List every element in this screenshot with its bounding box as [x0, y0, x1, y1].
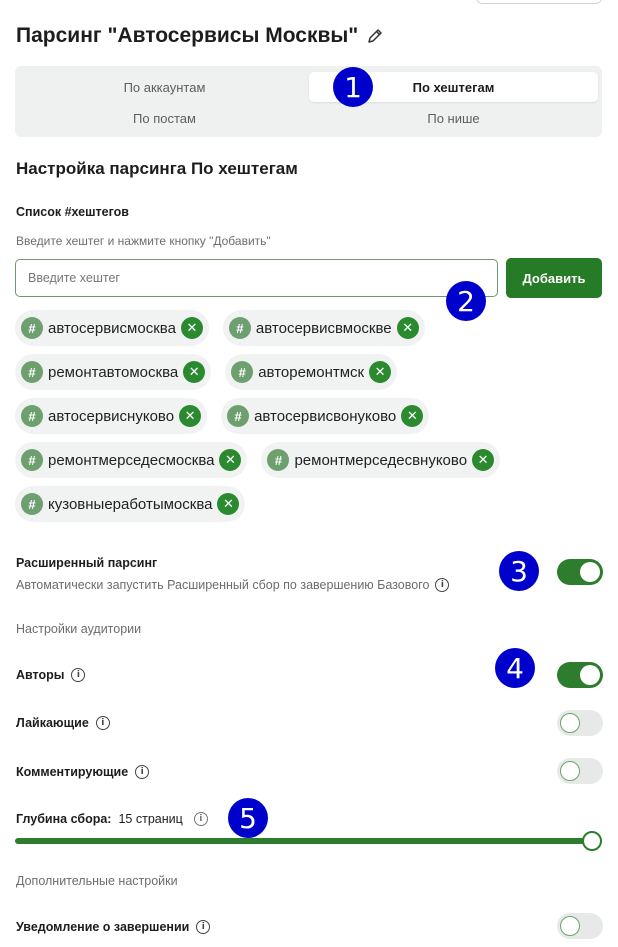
hash-icon: #	[229, 317, 251, 339]
hashtag-chip	[261, 442, 500, 478]
hash-icon: #	[21, 405, 43, 427]
marker-2: 2	[446, 281, 486, 321]
hashtag-chip	[15, 354, 211, 390]
marker-1: 1	[333, 67, 373, 107]
add-hashtag-button[interactable]: Добавить	[506, 258, 602, 298]
extended-parsing-description-row	[16, 578, 449, 592]
page-header	[16, 24, 384, 48]
info-icon[interactable]: i	[71, 668, 85, 682]
top-button-edge[interactable]	[476, 0, 602, 4]
audience-heading: Настройки аудитории	[16, 622, 142, 636]
pencil-icon[interactable]	[366, 27, 384, 45]
hash-icon: #	[21, 449, 43, 471]
close-icon[interactable]: ✕	[179, 405, 201, 427]
hashtag-text: ремонтмерседесмосква	[48, 451, 215, 469]
marker-3: 3	[499, 551, 539, 591]
likers-row	[16, 716, 110, 730]
info-icon[interactable]: i	[194, 812, 208, 826]
page-title: Парсинг "Автосервисы Москвы"	[16, 24, 359, 47]
depth-value: 15 страниц	[118, 812, 183, 826]
tab-posts[interactable]: По постам	[133, 110, 196, 126]
hashtag-list-label: Список #хештегов	[16, 205, 129, 219]
tab-hashtags[interactable]: По хештегам	[309, 72, 598, 102]
close-icon[interactable]: ✕	[181, 317, 203, 339]
hashtag-text: автосервисвмоскве	[255, 319, 392, 337]
hash-icon: #	[267, 449, 289, 471]
notify-toggle[interactable]	[557, 913, 603, 939]
hashtag-chip	[15, 310, 209, 346]
close-icon[interactable]: ✕	[369, 361, 391, 383]
close-icon[interactable]: ✕	[472, 449, 494, 471]
hashtag-text: ремонтавтомосква	[48, 363, 179, 381]
hashtag-chip	[225, 354, 397, 390]
hash-icon: #	[21, 317, 43, 339]
marker-5: 5	[228, 798, 268, 838]
depth-slider-track[interactable]	[15, 838, 593, 844]
close-icon[interactable]: ✕	[217, 493, 239, 515]
hashtag-input[interactable]	[15, 259, 498, 297]
hash-icon: #	[231, 361, 253, 383]
depth-row	[16, 812, 208, 826]
likers-label: Лайкающие	[16, 716, 89, 730]
marker-4: 4	[495, 648, 535, 688]
hashtag-chip	[221, 398, 429, 434]
hash-icon: #	[227, 405, 249, 427]
extended-parsing-description: Автоматически запустить Расширенный сбор по завершению Базового	[16, 578, 430, 592]
extra-heading: Дополнительные настройки	[16, 874, 178, 888]
info-icon[interactable]: i	[96, 716, 110, 730]
hashtag-chip	[15, 398, 207, 434]
hashtag-chip	[15, 442, 247, 478]
depth-slider-thumb[interactable]	[582, 831, 602, 851]
authors-label: Авторы	[16, 668, 65, 682]
extended-parsing-title: Расширенный парсинг	[16, 556, 158, 570]
hash-icon: #	[21, 361, 43, 383]
close-icon[interactable]: ✕	[219, 449, 241, 471]
commenters-label: Комментирующие	[16, 765, 129, 779]
section-title: Настройка парсинга По хештегам	[16, 159, 298, 178]
hashtag-text: кузовныеработымосква	[48, 495, 213, 513]
notify-row	[16, 920, 210, 934]
info-icon[interactable]: i	[435, 578, 449, 592]
tab-niche[interactable]: По нише	[427, 110, 480, 126]
likers-toggle[interactable]	[557, 710, 603, 736]
extended-parsing-label	[16, 556, 157, 570]
hashtag-chip	[15, 486, 245, 522]
hashtag-text: авторемонтмск	[258, 363, 365, 381]
commenters-row	[16, 765, 149, 779]
notify-label: Уведомление о завершении	[16, 920, 190, 934]
info-icon[interactable]: i	[196, 920, 210, 934]
hashtag-text: автосервисвонуково	[254, 407, 397, 425]
depth-label: Глубина сбора:	[16, 812, 112, 826]
info-icon[interactable]: i	[135, 765, 149, 779]
extended-parsing-toggle[interactable]	[557, 559, 603, 585]
hashtag-list	[15, 310, 605, 530]
parsing-mode-tabs	[15, 66, 602, 137]
close-icon[interactable]: ✕	[401, 405, 423, 427]
close-icon[interactable]: ✕	[397, 317, 419, 339]
tab-accounts[interactable]: По аккаунтам	[123, 79, 206, 95]
toggle-knob	[580, 665, 600, 685]
commenters-toggle[interactable]	[557, 758, 603, 784]
hashtag-text: автосервиснуково	[48, 407, 175, 425]
authors-toggle[interactable]	[557, 662, 603, 688]
close-icon[interactable]: ✕	[183, 361, 205, 383]
hashtag-chip	[223, 310, 425, 346]
toggle-knob	[580, 562, 600, 582]
hashtag-hint: Введите хештег и нажмите кнопку "Добавить"	[16, 234, 271, 248]
hashtag-text: ремонтмерседесвнуково	[294, 451, 468, 469]
toggle-knob	[560, 713, 580, 733]
hashtag-text: автосервисмосква	[48, 319, 176, 337]
toggle-knob	[560, 916, 580, 936]
hash-icon: #	[21, 493, 43, 515]
authors-row	[16, 668, 85, 682]
toggle-knob	[560, 761, 580, 781]
